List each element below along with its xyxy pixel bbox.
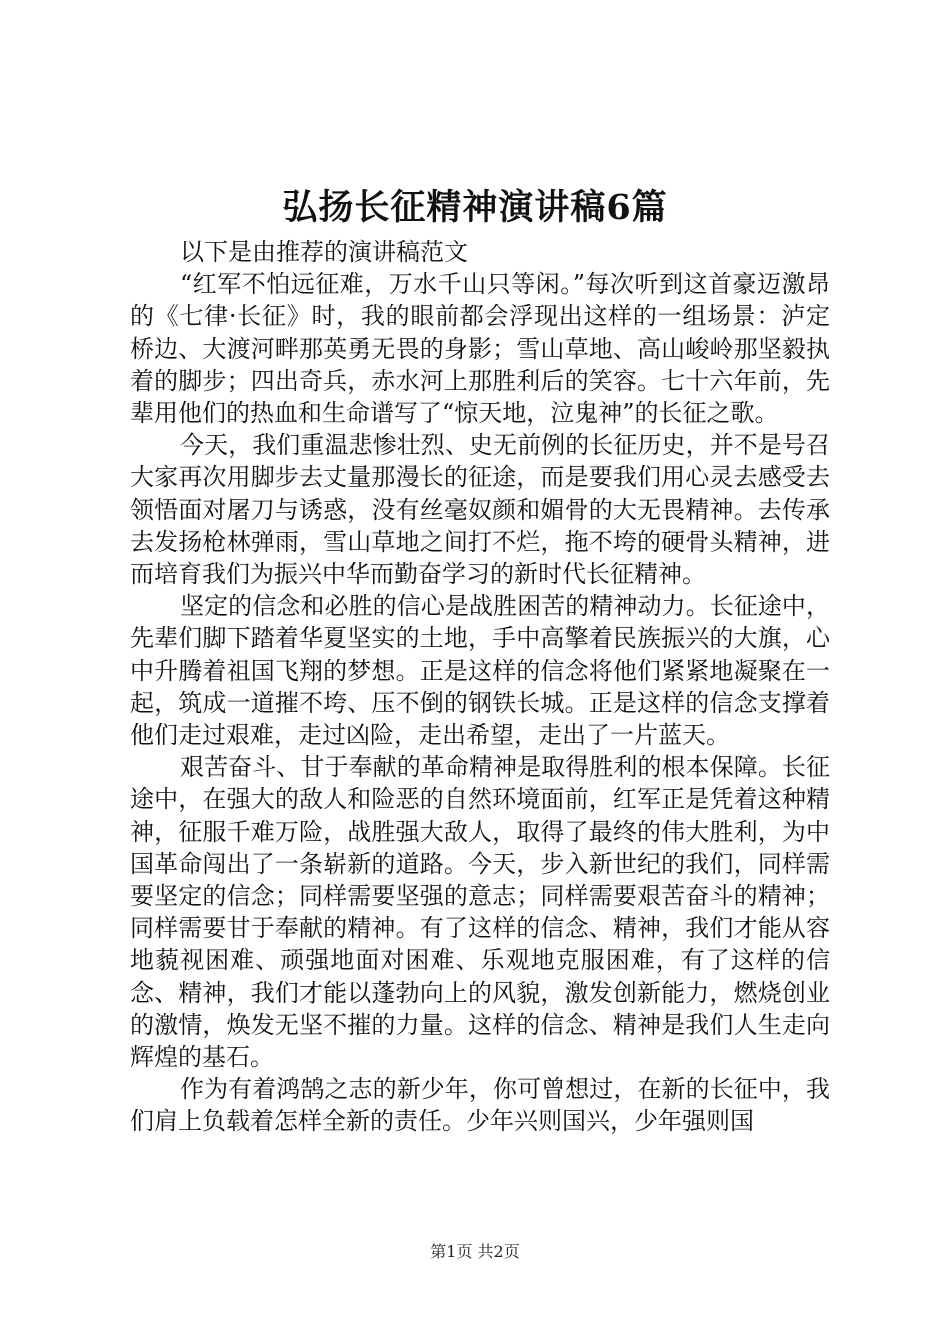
- paragraph-4: 艰苦奋斗、甘于奉献的革命精神是取得胜利的根本保障。长征途中，在强大的敌人和险恶的自然环境面前，红军正是凭着这种精神，征服千难万险，战胜强大敌人，取得了最终的伟大胜利，为中国革命闯出了一条崭新的道路。今天，步入新世纪的我们，同样需要坚定的信念；同样需要坚强的意志；同样需要艰苦奋斗的精神；同样需要甘于奉献的精神。有了这样的信念、精神，我们才能从容地藐视困难、顽强地面对困难、乐观地克服困难，有了这样的信念、精神，我们才能以蓬勃向上的风貌，激发创新能力，燃烧创业的激情，焕发无坚不摧的力量。这样的信念、精神是我们人生走向辉煌的基石。: [130, 753, 830, 1072]
- document-title: 弘扬长征精神演讲稿6篇: [282, 187, 668, 228]
- paragraph-5: 作为有着鸿鹄之志的新少年，你可曾想过，在新的长征中，我们肩上负载着怎样全新的责任。少年兴则国兴，少年强则国: [130, 1075, 830, 1136]
- paragraph-1: “红军不怕远征难，万水千山只等闲。”每次听到这首豪迈激昂的《七律·长征》时，我的眼前都会浮现出这样的一组场景：泸定桥边、大渡河畔那英勇无畏的身影；雪山草地、高山峻岭那坚毅执着的脚步；四出奇兵，赤水河上那胜利后的笑容。七十六年前，先辈用他们的热血和生命谱写了“惊天地，泣鬼神”的长征之歌。: [130, 270, 830, 428]
- paragraph-3: 坚定的信念和必胜的信心是战胜困苦的精神动力。长征途中，先辈们脚下踏着华夏坚实的土地，手中高擎着民族振兴的大旗，心中升腾着祖国飞翔的梦想。正是这样的信念将他们紧紧地凝聚在一起，筑成一道摧不垮、压不倒的钢铁长城。正是这样的信念支撑着他们走过艰难，走过凶险，走出希望，走出了一片蓝天。: [130, 592, 830, 750]
- paragraph-intro: 以下是由推荐的演讲稿范文: [180, 238, 468, 266]
- page-footer: 第1页 共2页: [430, 1242, 520, 1261]
- paragraph-2: 今天，我们重温悲惨壮烈、史无前例的长征历史，并不是号召大家再次用脚步去丈量那漫长的征途，而是要我们用心灵去感受去领悟面对屠刀与诱惑，没有丝毫奴颜和媚骨的大无畏精神。去传承去发扬枪林弹雨，雪山草地之间打不烂，拖不垮的硬骨头精神，进而培育我们为振兴中华而勤奋学习的新时代长征精神。: [130, 431, 830, 589]
- document-body: [130, 236, 830, 1138]
